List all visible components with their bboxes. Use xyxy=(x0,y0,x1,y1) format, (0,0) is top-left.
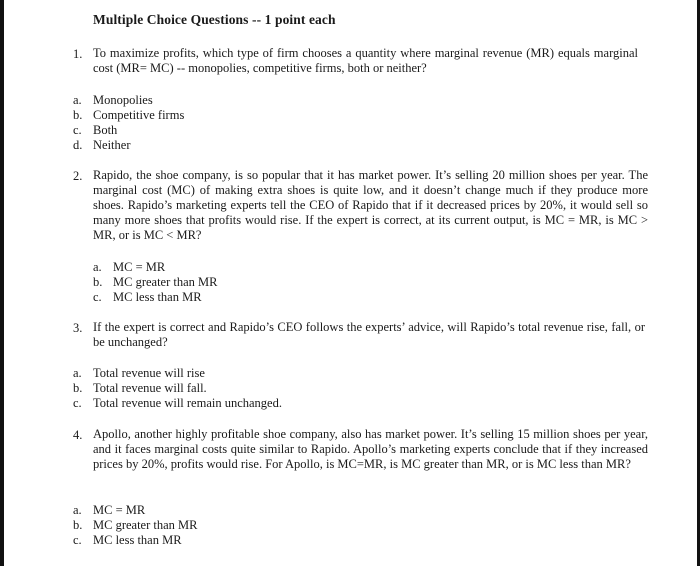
option-letter: c. xyxy=(73,396,82,410)
option-letter: c. xyxy=(73,123,82,137)
question-2-option-b xyxy=(93,275,218,290)
option-text: MC less than MR xyxy=(93,533,182,547)
question-2-option-a xyxy=(93,260,165,275)
option-text: Both xyxy=(93,123,118,137)
question-3-number: 3. xyxy=(73,321,83,335)
option-letter: b. xyxy=(93,275,103,289)
option-text: Neither xyxy=(93,138,131,152)
option-letter: c. xyxy=(93,290,102,304)
option-letter: a. xyxy=(73,503,82,517)
question-2-option-c xyxy=(93,290,202,305)
question-4-option-c xyxy=(73,533,182,548)
option-text: Competitive firms xyxy=(93,108,185,122)
option-text: MC greater than MR xyxy=(113,275,218,289)
question-3-option-b xyxy=(73,381,207,396)
option-text: Monopolies xyxy=(93,93,153,107)
option-letter: b. xyxy=(73,381,83,395)
question-1-number: 1. xyxy=(73,47,83,61)
option-text: MC = MR xyxy=(93,503,146,517)
question-1-option-a xyxy=(73,93,153,108)
question-1-option-d xyxy=(73,138,130,153)
option-letter: a. xyxy=(73,366,82,380)
left-border xyxy=(0,0,4,566)
option-letter: a. xyxy=(93,260,102,274)
option-text: MC = MR xyxy=(113,260,166,274)
option-text: MC less than MR xyxy=(113,290,202,304)
question-3-text: If the expert is correct and Rapido’s CEO follows the experts’ advice, will Rapido’s total revenue rise, fall, or be unchanged? xyxy=(93,320,645,349)
section-heading: Multiple Choice Questions -- 1 point each xyxy=(93,12,336,27)
question-2-text: Rapido, the shoe company, is so popular that it has market power. It’s selling 20 million shoes per year. The marginal cost (MC) of making extra shoes is quite low, and it doesn’t change much if they produce more shoes. Rapido’s marketing experts tell the CEO of Rapido that if it decreased prices by 20%, it would sell so many more shoes that profits would rise. If the expert is correct, at its current output, is MC = MR, is MC > MR, or is MC < MR? xyxy=(93,168,648,242)
question-4-option-a xyxy=(73,503,145,518)
option-letter: b. xyxy=(73,108,83,122)
option-letter: a. xyxy=(73,93,82,107)
option-text: Total revenue will fall. xyxy=(93,381,207,395)
question-1-option-b xyxy=(73,108,184,123)
question-4-option-b xyxy=(73,518,198,533)
question-4-number: 4. xyxy=(73,428,83,442)
question-4-text: Apollo, another highly profitable shoe company, also has market power. It’s selling 15 million shoes per year, and it faces marginal costs quite similar to Rapido. Apollo’s marketing experts conclude that if they increased prices by 20%, profits would rise. For Apollo, is MC=MR, is MC greater than MR, or is MC less than MR? xyxy=(93,427,648,471)
question-1-option-c xyxy=(73,123,117,138)
option-text: MC greater than MR xyxy=(93,518,198,532)
question-2-number: 2. xyxy=(73,169,83,183)
option-text: Total revenue will remain unchanged. xyxy=(93,396,282,410)
option-text: Total revenue will rise xyxy=(93,366,205,380)
question-3-option-a xyxy=(73,366,205,381)
question-1-text: To maximize profits, which type of firm chooses a quantity where marginal revenue (MR) equals marginal cost (MR= MC) -- monopolies, competitive firms, both or neither? xyxy=(93,46,638,75)
question-3-option-c xyxy=(73,396,282,411)
option-letter: c. xyxy=(73,533,82,547)
option-letter: b. xyxy=(73,518,83,532)
option-letter: d. xyxy=(73,138,83,152)
